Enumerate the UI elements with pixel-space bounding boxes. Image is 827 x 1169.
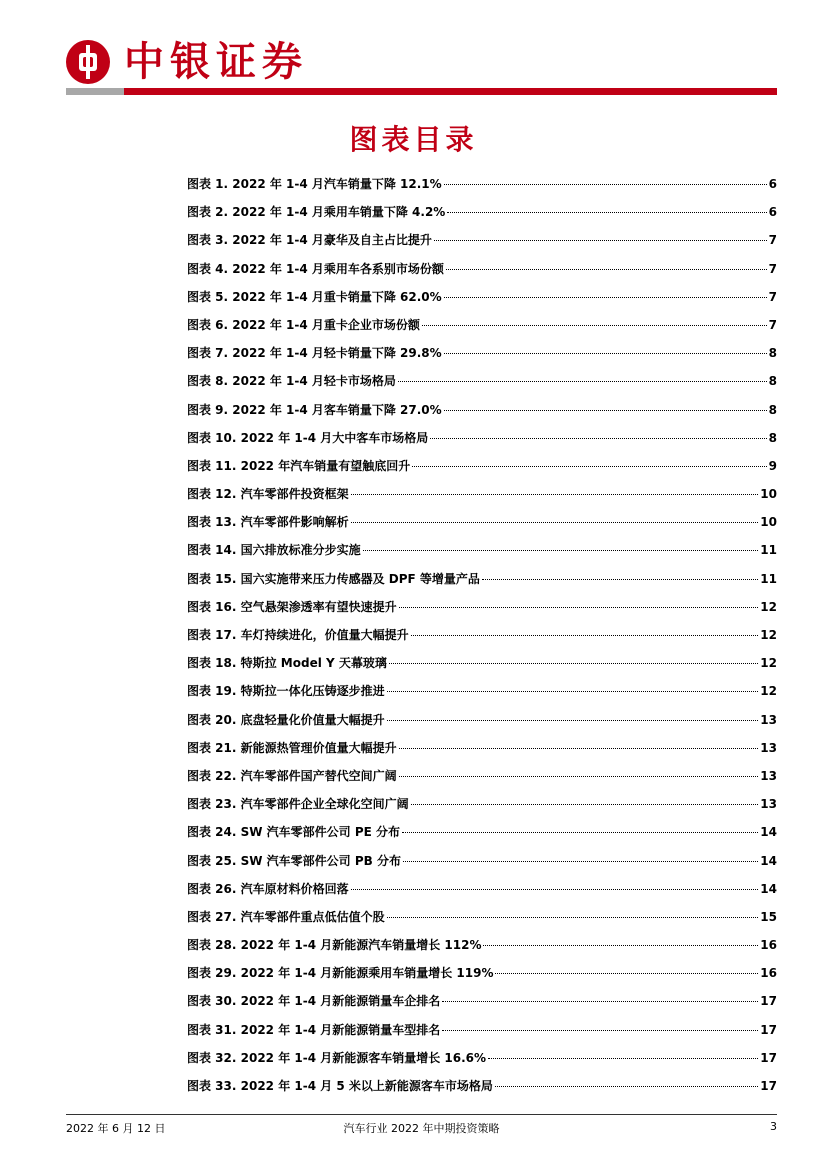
- toc-entry[interactable]: [187, 903, 777, 931]
- toc-entry-page[interactable]: 8: [768, 374, 777, 389]
- footer-rule: [66, 1114, 777, 1115]
- toc-entry-label[interactable]: 图表 25. SW 汽车零部件公司 PB 分布: [187, 853, 401, 868]
- toc-entry[interactable]: [187, 480, 777, 508]
- toc-entry-label[interactable]: 图表 24. SW 汽车零部件公司 PE 分布: [187, 825, 401, 840]
- toc-entry-label[interactable]: 图表 17. 车灯持续进化，价值量大幅提升: [187, 628, 409, 642]
- toc-entry[interactable]: [187, 424, 777, 452]
- toc-entry-label[interactable]: 图表 9. 2022 年 1-4 月客车销量下降 27.0%: [187, 402, 442, 417]
- toc-entry[interactable]: [187, 621, 777, 649]
- toc-entry-page[interactable]: 13: [760, 797, 777, 812]
- toc-entry-page[interactable]: 12: [760, 656, 777, 671]
- toc-leader-dots: [387, 917, 759, 918]
- toc-entry-label[interactable]: 图表 18. 特斯拉 Model Y 天幕玻璃: [187, 656, 387, 671]
- toc-entry[interactable]: [187, 255, 777, 283]
- toc-leader-dots: [411, 635, 759, 636]
- toc-entry-page[interactable]: 13: [760, 768, 777, 783]
- toc-entry-page[interactable]: 16: [760, 938, 777, 953]
- toc-entry-page[interactable]: 17: [760, 994, 777, 1009]
- toc-leader-dots: [444, 297, 767, 298]
- toc-entry-page[interactable]: 13: [760, 740, 777, 755]
- toc-entry-page[interactable]: 17: [760, 1022, 777, 1037]
- toc-leader-dots: [387, 691, 759, 692]
- toc-entry-label[interactable]: 图表 31. 2022 年 1-4 月新能源销量车型排名: [187, 1022, 441, 1037]
- brand-name: 中银证券: [124, 38, 308, 85]
- toc-leader-dots: [495, 973, 758, 974]
- toc-leader-dots: [402, 832, 758, 833]
- toc-leader-dots: [495, 1086, 758, 1087]
- toc-entry[interactable]: [187, 847, 777, 875]
- toc-leader-dots: [363, 550, 759, 551]
- toc-entry-page[interactable]: 8: [768, 402, 777, 417]
- toc-entry-page[interactable]: 7: [768, 233, 777, 248]
- toc-leader-dots: [446, 269, 767, 270]
- toc-leader-dots: [411, 804, 759, 805]
- toc-entry[interactable]: [187, 367, 777, 395]
- toc-leader-dots: [399, 776, 759, 777]
- toc-entry-label[interactable]: 图表 23. 汽车零部件企业全球化空间广阔: [187, 797, 409, 812]
- toc-entry[interactable]: [187, 706, 777, 734]
- toc-entry-page[interactable]: 10: [760, 487, 777, 502]
- toc-entry-label[interactable]: 图表 5. 2022 年 1-4 月重卡销量下降 62.0%: [187, 289, 442, 304]
- toc-entry-page[interactable]: 10: [760, 515, 777, 530]
- toc-entry-label[interactable]: 图表 21. 新能源热管理价值量大幅提升: [187, 740, 397, 755]
- toc-leader-dots: [387, 720, 759, 721]
- toc-entry-page[interactable]: 13: [760, 712, 777, 727]
- toc-leader-dots: [422, 325, 767, 326]
- toc-entry-label[interactable]: 图表 26. 汽车原材料价格回落: [187, 881, 349, 896]
- toc-entry-page[interactable]: 8: [768, 346, 777, 361]
- toc-leader-dots: [412, 466, 766, 467]
- toc-entry[interactable]: [187, 790, 777, 818]
- toc-entry[interactable]: [187, 762, 777, 790]
- toc-entry-label[interactable]: 图表 20. 底盘轻量化价值量大幅提升: [187, 712, 385, 727]
- header-rule-red: [124, 88, 777, 95]
- footer-page-number: 3: [770, 1120, 777, 1133]
- toc-entry-page[interactable]: 12: [760, 599, 777, 614]
- toc-entry-label[interactable]: 图表 22. 汽车零部件国产替代空间广阔: [187, 768, 397, 783]
- toc-leader-dots: [483, 945, 758, 946]
- toc-entry-page[interactable]: 16: [760, 966, 777, 981]
- toc-entry-label[interactable]: 图表 8. 2022 年 1-4 月轻卡市场格局: [187, 374, 396, 389]
- toc-entry-label[interactable]: 图表 15. 国六实施带来压力传感器及 DPF 等增量产品: [187, 571, 480, 586]
- toc-entry-page[interactable]: 17: [760, 1050, 777, 1065]
- toc-entry[interactable]: [187, 536, 777, 564]
- toc-entry[interactable]: [187, 283, 777, 311]
- toc-entry-label[interactable]: 图表 1. 2022 年 1-4 月汽车销量下降 12.1%: [187, 177, 442, 191]
- toc-entry[interactable]: [187, 339, 777, 367]
- toc-entry-label[interactable]: 图表 6. 2022 年 1-4 月重卡企业市场份额: [187, 317, 420, 332]
- toc-entry-label[interactable]: 图表 13. 汽车零部件影响解析: [187, 515, 349, 530]
- toc-entry-label[interactable]: 图表 7. 2022 年 1-4 月轻卡销量下降 29.8%: [187, 346, 442, 361]
- toc-entry[interactable]: [187, 649, 777, 677]
- toc-leader-dots: [444, 353, 767, 354]
- toc-entry[interactable]: [187, 565, 777, 593]
- toc-entry-label[interactable]: 图表 29. 2022 年 1-4 月新能源乘用车销量增长 119%: [187, 966, 494, 981]
- toc-entry-page[interactable]: 7: [768, 317, 777, 332]
- toc-entry-page[interactable]: 15: [760, 909, 777, 924]
- toc-entry[interactable]: [187, 959, 777, 987]
- toc-entry-label[interactable]: 图表 2. 2022 年 1-4 月乘用车销量下降 4.2%: [187, 205, 446, 220]
- toc-leader-dots: [444, 410, 767, 411]
- toc-entry-label[interactable]: 图表 3. 2022 年 1-4 月豪华及自主占比提升: [187, 233, 432, 248]
- footer-date: 2022 年 6 月 12 日: [66, 1122, 166, 1135]
- toc-leader-dots: [351, 889, 759, 890]
- toc-leader-dots: [488, 1058, 758, 1059]
- toc-leader-dots: [351, 494, 759, 495]
- toc-leader-dots: [398, 381, 767, 382]
- toc-entry-page[interactable]: 12: [760, 628, 777, 642]
- toc-leader-dots: [447, 212, 766, 213]
- toc-entry-label[interactable]: 图表 11. 2022 年汽车销量有望触底回升: [187, 458, 411, 473]
- toc-entry-label[interactable]: 图表 19. 特斯拉一体化压铸逐步推进: [187, 684, 385, 699]
- toc-entry[interactable]: [187, 931, 777, 959]
- toc-entry[interactable]: [187, 396, 777, 424]
- table-of-figures: [187, 170, 777, 1100]
- toc-leader-dots: [399, 748, 759, 749]
- toc-entry[interactable]: [187, 452, 777, 480]
- toc-leader-dots: [444, 184, 767, 185]
- toc-entry-label[interactable]: 图表 33. 2022 年 1-4 月 5 米以上新能源客车市场格局: [187, 1079, 493, 1093]
- toc-leader-dots: [351, 522, 759, 523]
- toc-leader-dots: [430, 438, 766, 439]
- bank-of-china-logo-icon: [66, 40, 110, 84]
- toc-entry-label[interactable]: 图表 14. 国六排放标准分步实施: [187, 543, 361, 558]
- toc-entry[interactable]: [187, 508, 777, 536]
- toc-entry[interactable]: [187, 987, 777, 1015]
- header-rule-grey: [66, 88, 124, 95]
- toc-entry[interactable]: [187, 818, 777, 846]
- toc-entry[interactable]: [187, 311, 777, 339]
- toc-entry-page[interactable]: 6: [768, 205, 777, 220]
- toc-leader-dots: [389, 663, 758, 664]
- toc-entry-label[interactable]: 图表 16. 空气悬架渗透率有望快速提升: [187, 599, 397, 614]
- toc-entry-label[interactable]: 图表 27. 汽车零部件重点低估值个股: [187, 909, 385, 924]
- toc-entry-page[interactable]: 17: [760, 1079, 777, 1093]
- toc-entry[interactable]: [187, 198, 777, 226]
- toc-entry-page[interactable]: 8: [768, 430, 777, 445]
- toc-entry[interactable]: [187, 875, 777, 903]
- footer-report-name: 汽车行业 2022 年中期投资策略: [343, 1122, 500, 1135]
- toc-leader-dots: [434, 240, 767, 241]
- toc-entry-page[interactable]: 14: [760, 853, 777, 868]
- toc-entry-page[interactable]: 12: [760, 684, 777, 699]
- toc-entry[interactable]: [187, 677, 777, 705]
- toc-leader-dots: [482, 579, 758, 580]
- toc-entry-label[interactable]: 图表 10. 2022 年 1-4 月大中客车市场格局: [187, 430, 429, 445]
- toc-leader-dots: [399, 607, 759, 608]
- toc-entry-page[interactable]: 7: [768, 261, 777, 276]
- page-header: [66, 34, 777, 96]
- toc-entry[interactable]: [187, 1044, 777, 1072]
- toc-leader-dots: [403, 861, 758, 862]
- toc-entry-label[interactable]: 图表 12. 汽车零部件投资框架: [187, 487, 349, 502]
- toc-leader-dots: [442, 1030, 758, 1031]
- toc-entry-page[interactable]: 6: [768, 177, 777, 191]
- toc-entry[interactable]: [187, 734, 777, 762]
- toc-leader-dots: [442, 1001, 758, 1002]
- toc-entry-label[interactable]: 图表 4. 2022 年 1-4 月乘用车各系别市场份额: [187, 261, 444, 276]
- toc-entry-page[interactable]: 11: [760, 543, 777, 558]
- toc-entry-page[interactable]: 7: [768, 289, 777, 304]
- toc-entry[interactable]: [187, 1072, 777, 1100]
- toc-entry[interactable]: [187, 1016, 777, 1044]
- toc-entry-page[interactable]: 14: [760, 825, 777, 840]
- toc-entry-page[interactable]: 14: [760, 881, 777, 896]
- toc-entry[interactable]: [187, 593, 777, 621]
- toc-entry-label[interactable]: 图表 32. 2022 年 1-4 月新能源客车销量增长 16.6%: [187, 1050, 487, 1065]
- page-title: 图表目录: [349, 123, 478, 156]
- toc-entry-label[interactable]: 图表 28. 2022 年 1-4 月新能源汽车销量增长 112%: [187, 938, 482, 953]
- toc-entry[interactable]: [187, 226, 777, 254]
- toc-entry[interactable]: [187, 170, 777, 198]
- toc-entry-label[interactable]: 图表 30. 2022 年 1-4 月新能源销量车企排名: [187, 994, 441, 1009]
- toc-entry-page[interactable]: 9: [768, 458, 777, 473]
- toc-entry-page[interactable]: 11: [760, 571, 777, 586]
